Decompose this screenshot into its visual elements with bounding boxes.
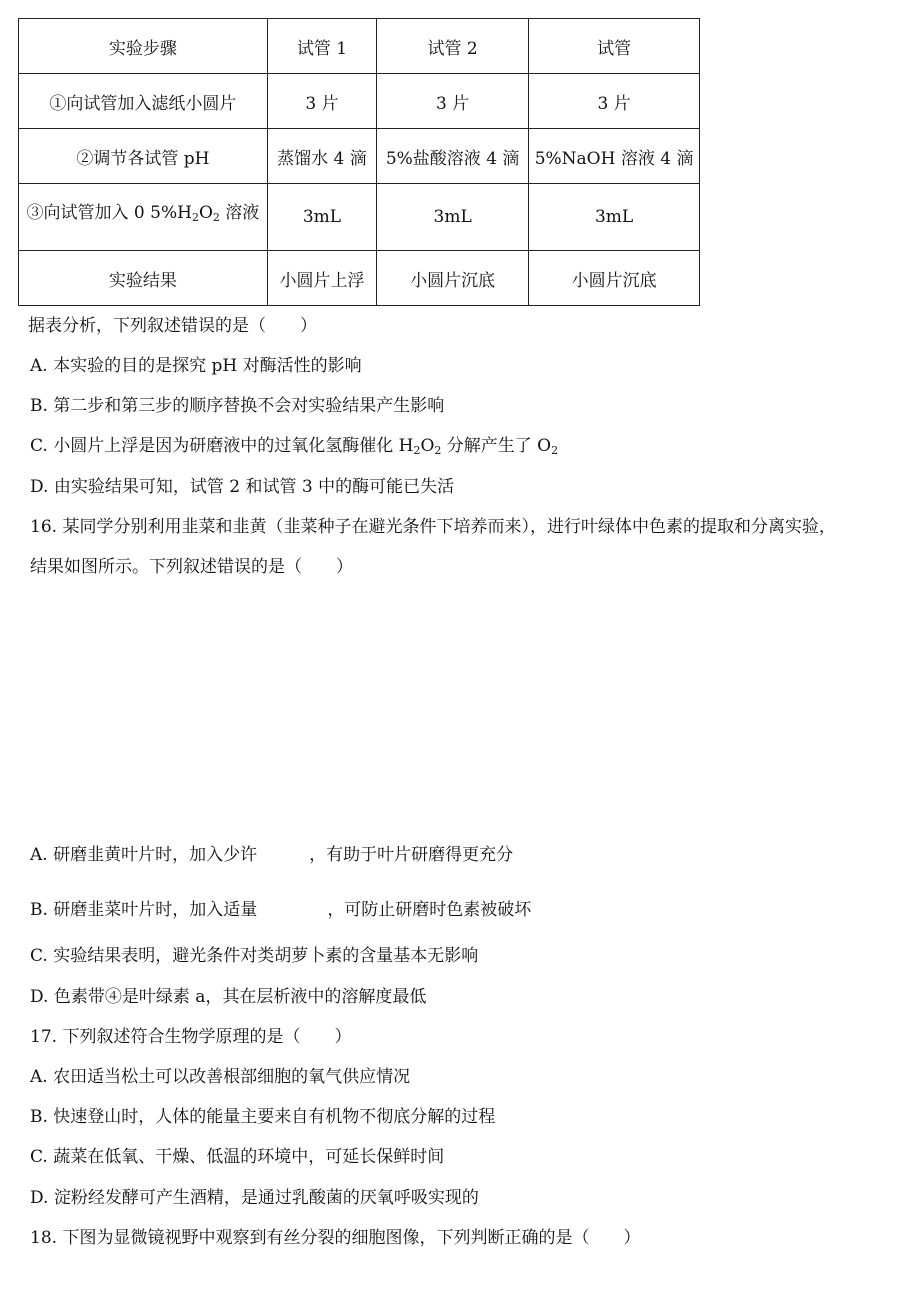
header-step: 实验步骤	[19, 19, 268, 74]
option-text: ，有助于叶片研磨得更充分	[309, 845, 514, 865]
step-cell: ②调节各试管 pH	[19, 129, 268, 184]
value-cell: 3mL	[267, 184, 376, 251]
subscript: 2	[191, 211, 199, 224]
table-row	[19, 251, 700, 306]
q17-option-d: D. 淀粉经发酵可产生酒精，是通过乳酸菌的厌氧呼吸实现的	[30, 1188, 479, 1208]
option-text: 分解产生了 O	[441, 436, 552, 456]
subscript: 2	[434, 444, 442, 457]
q17-option-b: B. 快速登山时，人体的能量主要来自有机物不彻底分解的过程	[30, 1107, 496, 1127]
value-cell: 蒸馏水 4 滴	[267, 129, 376, 184]
result-cell: 小圆片沉底	[529, 251, 700, 306]
result-cell: 小圆片沉底	[377, 251, 529, 306]
step-cell: 实验结果	[19, 251, 268, 306]
subscript: 2	[212, 211, 220, 224]
value-cell: 3mL	[529, 184, 700, 251]
q17-option-c: C. 蔬菜在低氧、干燥、低温的环境中，可延长保鲜时间	[30, 1147, 445, 1167]
value-cell: 3 片	[529, 74, 700, 129]
option-text: B. 研磨韭菜叶片时，加入适量	[30, 900, 258, 920]
value-cell: 3 片	[267, 74, 376, 129]
step-cell: ①向试管加入滤纸小圆片	[19, 74, 268, 129]
header-tube-1: 试管 1	[267, 19, 376, 74]
option-text: ，可防止研磨时色素被破坏	[327, 900, 532, 920]
q16-stem-line-2: 结果如图所示。下列叙述错误的是（ ）	[30, 557, 353, 577]
q15-option-b: B. 第二步和第三步的顺序替换不会对实验结果产生影响	[30, 396, 445, 416]
q15-option-a: A. 本实验的目的是探究 pH 对酶活性的影响	[30, 356, 362, 376]
q16-option-c: C. 实验结果表明，避光条件对类胡萝卜素的含量基本无影响	[30, 946, 479, 966]
q16-option-a	[30, 843, 513, 867]
step-cell	[19, 184, 268, 251]
value-cell: 5%NaOH 溶液 4 滴	[529, 129, 700, 184]
experiment-table	[18, 18, 700, 306]
q15-option-c	[30, 434, 558, 463]
value-cell: 3 片	[377, 74, 529, 129]
option-text: C. 小圆片上浮是因为研磨液中的过氧化氢酶催化 H	[30, 436, 414, 456]
q16-stem-line-1: 16. 某同学分别利用韭菜和韭黄（韭菜种子在避光条件下培养而来），进行叶绿体中色素的提取和分离实验，	[30, 517, 836, 537]
table-row	[19, 129, 700, 184]
header-tube-2: 试管 2	[377, 19, 529, 74]
subscript: 2	[413, 444, 421, 457]
step-text: 溶液	[219, 203, 260, 223]
header-tube-3: 试管	[529, 19, 700, 74]
q17-stem: 17. 下列叙述符合生物学原理的是（ ）	[30, 1027, 352, 1047]
q15-stem: 据表分析，下列叙述错误的是（ ）	[28, 316, 317, 336]
result-cell: 小圆片上浮	[267, 251, 376, 306]
table-row	[19, 74, 700, 129]
q16-option-d: D. 色素带④是叶绿素 a，其在层析液中的溶解度最低	[30, 987, 427, 1007]
table-header-row	[19, 19, 700, 74]
value-cell: 5%盐酸溶液 4 滴	[377, 129, 529, 184]
q15-option-d: D. 由实验结果可知，试管 2 和试管 3 中的酶可能已失活	[30, 477, 455, 497]
option-text: O	[420, 436, 435, 456]
step-text: O	[198, 203, 213, 223]
value-cell: 3mL	[377, 184, 529, 251]
q17-option-a: A. 农田适当松土可以改善根部细胞的氧气供应情况	[30, 1067, 411, 1087]
q18-stem: 18. 下图为显微镜视野中观察到有丝分裂的细胞图像，下列判断正确的是（ ）	[30, 1228, 641, 1248]
option-text: A. 研磨韭黄叶片时，加入少许	[30, 845, 258, 865]
subscript: 2	[551, 444, 559, 457]
step-text: ③向试管加入 0 5%H	[26, 203, 192, 223]
q16-option-b	[30, 898, 531, 922]
table-row	[19, 184, 700, 251]
